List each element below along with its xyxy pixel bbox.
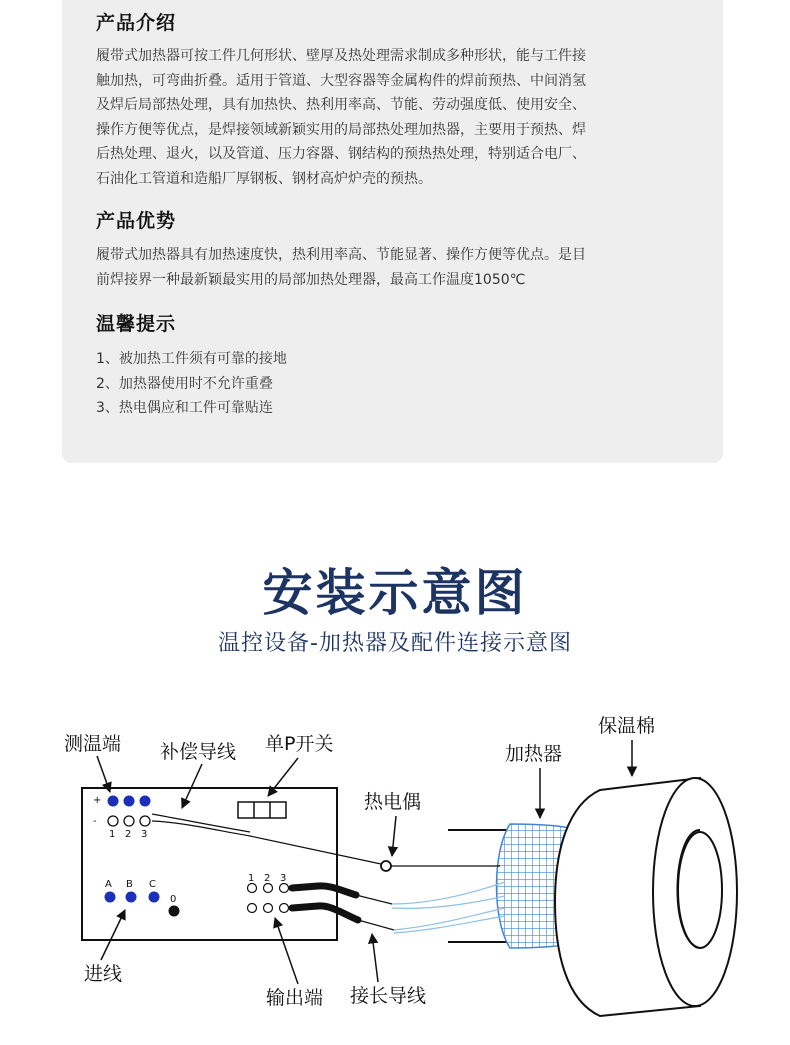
- phase-label-zero: 0: [170, 894, 177, 905]
- tip-item: 1、被加热工件须有可靠的接地: [96, 351, 287, 367]
- measure-terminal-plus-3[interactable]: [140, 796, 151, 807]
- intro-line: 及焊后局部热处理，具有加热快、热利用率高、节能、劳动强度低、使用安全、: [96, 97, 586, 113]
- terminal-number: 1: [109, 829, 116, 840]
- measure-terminal-plus-2[interactable]: [124, 796, 135, 807]
- input-terminal-c[interactable]: [149, 892, 160, 903]
- tips-title: 温馨提示: [96, 313, 177, 335]
- intro-title: 产品介绍: [96, 12, 177, 34]
- advantage-line: 前焊接界一种最新颖最实用的局部加热处理器，最高工作温度1050℃: [96, 271, 526, 288]
- input-terminal-a[interactable]: [105, 892, 116, 903]
- controller-panel: [82, 788, 337, 940]
- advantage-paragraph: [96, 243, 696, 292]
- intro-line: 触加热，可弯曲折叠。适用于管道、大型容器等金属构件的焊前预热、中间消氢: [96, 72, 586, 89]
- label-heater: 加热器: [505, 743, 563, 765]
- output-number: 3: [280, 873, 287, 884]
- terminal-number: 2: [125, 829, 132, 840]
- measure-terminal-plus-1[interactable]: [108, 796, 119, 807]
- phase-label-b: B: [126, 879, 133, 890]
- label-inlet: 进线: [84, 963, 123, 985]
- install-title: 安装示意图: [262, 564, 528, 622]
- intro-line: 履带式加热器可按工件几何形状、壁厚及热处理需求制成多种形状，能与工件接: [96, 48, 586, 64]
- tip-item: 2、加热器使用时不允许重叠: [96, 375, 273, 392]
- measure-terminal-minus-3[interactable]: [140, 816, 150, 826]
- input-terminal-b[interactable]: [126, 892, 137, 903]
- intro-line: 操作方便等优点，是焊接领域新颖实用的局部热处理加热器，主要用于预热、焊: [96, 121, 586, 138]
- output-number: 1: [248, 873, 255, 884]
- label-thermocouple: 热电偶: [364, 791, 422, 813]
- intro-line: 石油化工管道和造船厂厚钢板、钢材高炉炉壳的预热。: [96, 170, 432, 187]
- plus-label: +: [93, 795, 102, 806]
- minus-label: -: [93, 816, 97, 827]
- measure-terminal-minus-2[interactable]: [124, 816, 134, 826]
- intro-line: 后热处理、退火，以及管道、压力容器、钢结构的预热热处理，特别适合电厂、: [96, 146, 586, 162]
- single-pole-switch[interactable]: [238, 802, 286, 818]
- label-insulation: 保温棉: [598, 715, 656, 737]
- tip-item: 3、热电偶应和工件可靠贴连: [96, 400, 273, 416]
- label-extension-wire: 接长导线: [350, 985, 427, 1007]
- thermocouple-tip: [381, 861, 391, 871]
- install-diagram: [0, 690, 790, 1040]
- terminal-number: 3: [141, 829, 148, 840]
- output-number: 2: [264, 873, 271, 884]
- tips-list: [96, 347, 287, 421]
- install-subtitle: 温控设备-加热器及配件连接示意图: [218, 631, 572, 656]
- phase-label-a: A: [105, 879, 112, 890]
- label-measure-end: 测温端: [64, 733, 122, 755]
- advantage-title: 产品优势: [96, 210, 177, 232]
- input-terminal-neutral[interactable]: [169, 906, 180, 917]
- label-compensation-wire: 补偿导线: [160, 741, 237, 763]
- label-single-pole-switch: 单P开关: [265, 733, 334, 755]
- phase-label-c: C: [149, 879, 156, 890]
- advantage-line: 履带式加热器具有加热速度快，热利用率高、节能显著、操作方便等优点。是目: [96, 247, 586, 263]
- intro-paragraph: [96, 44, 696, 191]
- label-output: 输出端: [266, 987, 324, 1009]
- measure-terminal-minus-1[interactable]: [108, 816, 118, 826]
- insulation-cylinder: [555, 778, 737, 1016]
